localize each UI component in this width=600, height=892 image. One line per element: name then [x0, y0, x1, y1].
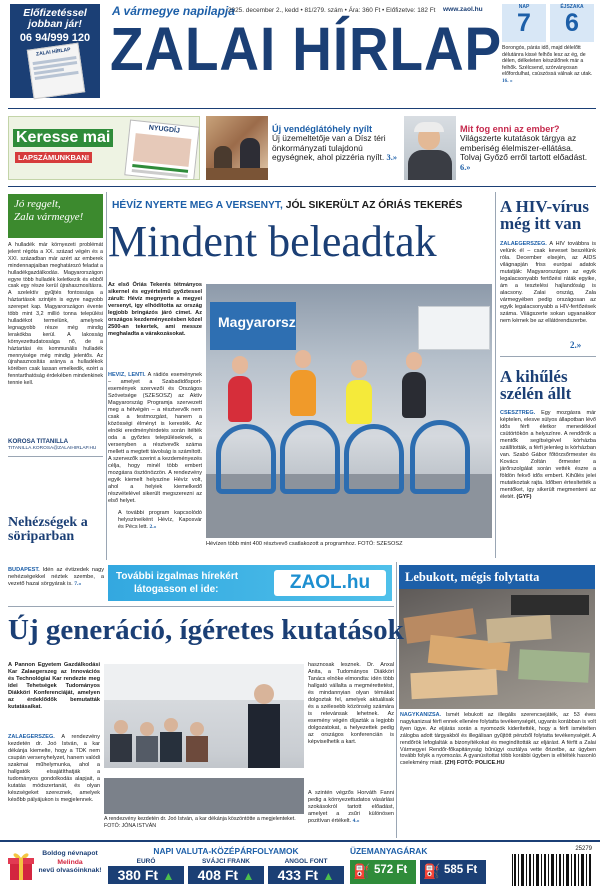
main-headline[interactable]: Mindent beleadtak	[108, 217, 437, 266]
jo-reggelt-line2: Zala vármegye!	[14, 211, 84, 223]
fx-title: NAPI VALUTA-KÖZÉPÁRFOLYAMOK	[153, 846, 299, 856]
main-body: HÉVÍZ, LENTI. A rádiós eseménynek – amelyet a Szabadidősport-események szervezői és Országos Szövetsége (SZESOSZ) az Aktív Magyarország Programja szervezett meg a hétvégén – a résztvevők nem csak a testmozgást, hanem a közösségi élményt is keresték. Az elnöki eredményhirdetés során ítélték oda a győztes településeknek, a versenyben a résztvevők száma mellett a megtett távolság is számított. A szervezők szerint a kezdeményezés célja, hogy minél több embert mozgásra ösztönözzön. A rendezvény egyik kiemelt helyszíne Hévíz volt, ahol a helyiek kiemelkedő részvételével sikerült megszerezni az első helyet.	[108, 372, 202, 504]
zaol-logo: ZAOL.hu	[274, 570, 386, 596]
sori-page: 7.	[74, 581, 79, 588]
editorial-email: TITANILLA.KOROSA@ZALAIHIRLAP.HU	[8, 446, 97, 451]
hiv-page: 2.»	[570, 340, 582, 350]
site-url[interactable]: www.zaol.hu	[443, 6, 483, 13]
mid-divider	[8, 606, 394, 607]
main-kicker-blue: HÉVÍZ NYERTE MEG A VERSENYT,	[112, 200, 283, 211]
lebukott-photo	[399, 589, 595, 709]
weather-box	[502, 4, 596, 128]
enni-photo	[404, 116, 456, 180]
lebukott-body: NAGYKANIZSA. Ismét lebukott az illegális szerencsejáték, az 53 éves nagykanizsai férfi ennek ellenére folytatta tevékenységét, ugyanis korábban is volt ilyen ügye. Az eljárás során a nyomozók kiderítették, hogy a férfi ismételten zálogba adott tárgyakból és illegálisan gyűjtött pénzből folytatta tevékenységét. A rendőrök lefoglalták a bizonyítékokat és megindították az eljárást. A férfit a Zalai Vármegyei Rendőr-főkapitányság bűnügyi osztálya vette őrizetbe, az ügyben tovább folyik a nyomozás. A gyanúsítottat több korábbi ügyben is elítélték hasonló cselekmény miatt. (ZH) FOTÓ: POLICE.HU	[400, 712, 596, 767]
fuel-item-1: ⛽ 572 Ft	[350, 860, 416, 884]
left-col-rule	[106, 192, 107, 560]
hiv-headline[interactable]: A HIV-vírus még itt van	[500, 197, 589, 234]
zaol-text2: látogasson el ide:	[134, 584, 219, 595]
nameday-name: Melinda	[57, 858, 83, 866]
arrow-up-icon: ▲	[322, 869, 335, 883]
weather-forecast: Borongós, párás idő, majd délelőtt délutánra kissé felhős lesz az ég, de délen, délkeleten készülőnek már a felhők. Szélcsend, szórványosan előfordulhat, csúszóssá válnak az utak. 16. »	[502, 45, 593, 84]
nameday-line1: Boldog névnapot	[42, 850, 98, 857]
fx-item-eur: EURÓ 380 Ft ▲	[108, 858, 184, 884]
vendeglato-teaser[interactable]	[272, 124, 400, 163]
keresse-paper-title: NYUGDÍJ	[148, 124, 181, 135]
arrow-up-icon: ▲	[162, 869, 175, 883]
subscribe-line1: Előfizetéssel	[23, 7, 87, 19]
gift-icon	[8, 850, 34, 882]
generacio-photo	[104, 664, 304, 814]
main-kicker-dark: JÓL SIKERÜLT AZ ÓRIÁS TEKERÉS	[285, 200, 463, 211]
mini-cover	[27, 43, 85, 100]
keresse-promo[interactable]	[8, 116, 200, 180]
fuel-title: ÜZEMANYAGÁRAK	[350, 846, 428, 856]
fuel-box	[350, 846, 490, 890]
lebukott-header[interactable]	[399, 565, 595, 589]
keresse-paper	[124, 119, 199, 180]
sori-body: BUDAPEST. Idén az évtizedek nagy nehézségekkel néztek szembe, a vezető hazai sörgyárak is. 7.»	[8, 567, 104, 588]
kihulles-headline[interactable]: A kihűlés szélén állt	[500, 367, 572, 404]
weather-text: Borongós, párás idő, majd délelőtt délutánra kissé felhős lesz az ég, de délen, délkeleten készülőnek már a felhők. Szélcsend, szórványosan előfordulhat, csúszóssá válnak az utak.	[502, 45, 593, 78]
generacio-page: 4.	[352, 818, 357, 824]
barcode	[510, 846, 594, 890]
keresse-sub: LAPSZÁMUNKBAN!	[15, 152, 92, 163]
vendeglato-body: Új üzemeltetője van a Dísz téri önkormányzati tulajdonú egységnek, ahol pizzéria nyílt. 3.»	[272, 133, 397, 163]
kihulles-body: CSESZTREG. Egy mozgásra már képtelen, elesve súlyos állapotban lévő idős férfi életkor menedékkel csütörtökön a helyszínre. A rendőrök a mentők segítségével kórházba szállították, a férfi jelenleg is kórházban van. Szabó Gábor főtörzsőrmester és Kovács Zoltán őrmester a járőrszolgálat során vették észre a földön fekvő idős embert. Kihűlés jelei mutatkoztak rajta. Időben értesítették a mentőket, így sikerült megmenteni az életét. (GYF)	[500, 410, 596, 500]
sori-headline[interactable]: Nehézségek a söriparban	[8, 515, 88, 545]
right-col-rule	[495, 192, 496, 558]
nameday-line2: nevű olvasóinknak!	[38, 867, 102, 875]
weather-day-label: NAP	[518, 4, 530, 10]
fuel-item-2: ⛽ 585 Ft	[420, 860, 486, 884]
main-photo: Magyarorsz	[206, 284, 492, 538]
main-page: 2.	[149, 524, 154, 530]
ticker-top-rule	[0, 840, 600, 842]
weather-day-value: 7	[517, 9, 531, 37]
fx-box	[108, 846, 344, 890]
right-divider	[500, 356, 596, 357]
teaser-divider	[8, 186, 596, 187]
editorial-author: KOROSA TITANILLA	[8, 438, 69, 445]
zaol-banner[interactable]	[108, 565, 392, 601]
subscribe-line2: jobban jár!	[28, 18, 82, 30]
enni-page: 6.	[460, 162, 467, 172]
main-lead: Az első Óriás Tekerés tétmányos sikernel és egyértelmű győztessel zárult: Hévíz megnyerte a megyei versenyt, igy elhódította az ország legjobb bringázós járó címet. Az országos kezdeményezésben közel 2500-an tekertek, ami messze meghaladta a várakozásokat.	[108, 282, 202, 337]
jo-reggelt-box	[8, 194, 103, 238]
enni-teaser[interactable]	[460, 124, 596, 172]
hiv-body: ZALAEGERSZEG. A HIV továbbra is velünk él – csak keveset beszélünk róla. December elsején, az AIDS világnapján friss európai adatok mutatják: Magyarországon az egyik legalacsonyabb fertőzési ráták egyike, ám a tesztelési hajlandóság is alacsony. Zalai ország, Zala vármegyében pedig országosan az egyik legalacsonyabb a HIV-fertőzések száma. Világszerte sokan ugyanakkor nem kérnek be az ellátórendszerbe.	[500, 241, 596, 324]
generacio-col3b: A szintén végzős Horváth Fanni pedig a környezettudatos vásárlási szokásokról tartott előadást, amelyet a zsűri különösen pozitívan értékelt. 4.»	[308, 790, 394, 824]
newspaper-title: ZALAI HÍRLAP	[110, 15, 503, 83]
enni-body: Világszerte kutatások tárgya az emberiség élelmiszer-ellátása. Tolvaj Győző erről tartott előadást. 6.»	[460, 133, 588, 172]
tagline: A vármegye napilapja	[112, 4, 235, 18]
left-divider	[8, 456, 103, 457]
fuel-pump-icon: ⛽	[353, 863, 371, 879]
main-body-tail: A további program kapcsolódó helyszíneiként Hévíz, Kaposvár és Pécs lett. 2.»	[118, 510, 202, 530]
main-kicker	[112, 200, 490, 211]
fx-item-gbp: ANGOL FONT 433 Ft ▲	[268, 858, 344, 884]
barcode-icon	[510, 854, 594, 890]
generacio-col3: hasznosak lesznek. Dr. Anxal Anita, a Tudományos Diákköri Tanács elnöke elmondta: idén több hallgató vállalta a megmérettetést, és mindannyian olyan témákat dolgoztak fel, amelyek aktuálisak és a szélesebb közönség számára is relevánsak lehetnek. Az esemény végén díjazták a legjobb dolgozatokat, a helyezettek pedig az országos konferencián is képviselhetik a kart.	[308, 662, 394, 745]
subscribe-phone: 06 94/999 120	[19, 32, 91, 44]
generacio-headline[interactable]: Új generáció, ígéretes kutatások	[8, 614, 404, 646]
mini-cover-title: ZALAI HÍRLAP	[35, 46, 71, 58]
dateline: 2025. december 2., kedd • 81/279. szám • Ára: 360 Ft • Előfizetve: 182 Ft	[228, 7, 436, 14]
weather-day	[502, 4, 546, 42]
subscribe-box[interactable]	[10, 4, 100, 98]
enni-headline: Mit fog enni az ember?	[460, 124, 560, 134]
weather-night-label: ÉJSZAKA	[560, 4, 584, 10]
weather-night-value: 6	[565, 9, 579, 37]
main-caption: Hévízen több mint 400 résztvevő csatlakozott a programhoz. FOTÓ: SZESOSZ	[206, 541, 403, 547]
editorial-body: A hulladék már környezeti problémát jelent régóta a XX. század végén és a XXI. században már azért az emberek mindennapjaiban meghatározó feladat a hulladékgazdálkodás. Magyarországon egyre több hulladék keletkezik és ebből csak egy része kerül újrahasznosításra. A szelektív gyűjtés fontossága a háztartások szintjén is egyre nagyobb szerepet kap. Magyarországon évente több mint 3,2 millió tonna települési hulladékot termelünk, amelynek legnagyobb része még mindig lerakókba kerül. A lakosság környezettudatossága nő, de a háztartási és kommunális hulladék mennyisége még mindig jelentős. Az újrahasznosítás aránya a hulladékok körében csak lassan emelkedik, ezért a fenntarthatóság érdekében mindenkinek tennie kell.	[8, 242, 103, 387]
jo-reggelt-line1: Jó reggelt,	[14, 198, 61, 210]
generacio-body: ZALAEGERSZEG. A rendezvény kezdetén dr. Joó István, a kar dékánja kiemelte, hogy a TDK nem csupán versenyhelyzet, hanem valódi szakmai műhelymunka, ahol a hallgatók elsajátíthatják a tudományos gondolkodás alapjait, a kutatás módszertanát, és olyan készségeket szereznek, amelyek később pályájukon is megjelennek.	[8, 734, 100, 803]
fx-item-chf: SVÁJCI FRANK 408 Ft ▲	[188, 858, 264, 884]
fuel-pump-icon: ⛽	[423, 863, 441, 879]
lower-right-rule	[396, 562, 397, 838]
masthead-divider	[8, 108, 596, 109]
weather-page: 16.	[502, 77, 509, 84]
generacio-lead: A Pannon Egyetem Gazdálkodási Kar Zalaegerszeg az Innovációs és Technológiai Kar rendezte meg idei Tehetségek Tudományos Diákköri Konferenciáját, amelyen az érdeklődők bemutatták kutatásaikat.	[8, 662, 100, 710]
lebukott-headline: Lebukott, mégis folytatta	[405, 570, 540, 584]
nameday-box	[6, 846, 102, 890]
vendeglato-headline: Új vendéglátóhely nyílt	[272, 124, 373, 134]
weather-night	[550, 4, 594, 42]
vendeglato-page: 3.	[386, 153, 393, 163]
arrow-up-icon: ▲	[242, 869, 255, 883]
barcode-number: 25279	[575, 846, 592, 852]
zaol-text1: További izgalmas hírekért	[116, 571, 239, 582]
vendeglato-photo	[206, 116, 268, 180]
generacio-caption: A rendezvény kezdetén dr. Joó István, a kar dékánja köszöntötte a megjelenteket. FOTÓ: JÓNA ISTVÁN	[104, 816, 296, 829]
keresse-title: Keresse mai	[13, 129, 113, 147]
